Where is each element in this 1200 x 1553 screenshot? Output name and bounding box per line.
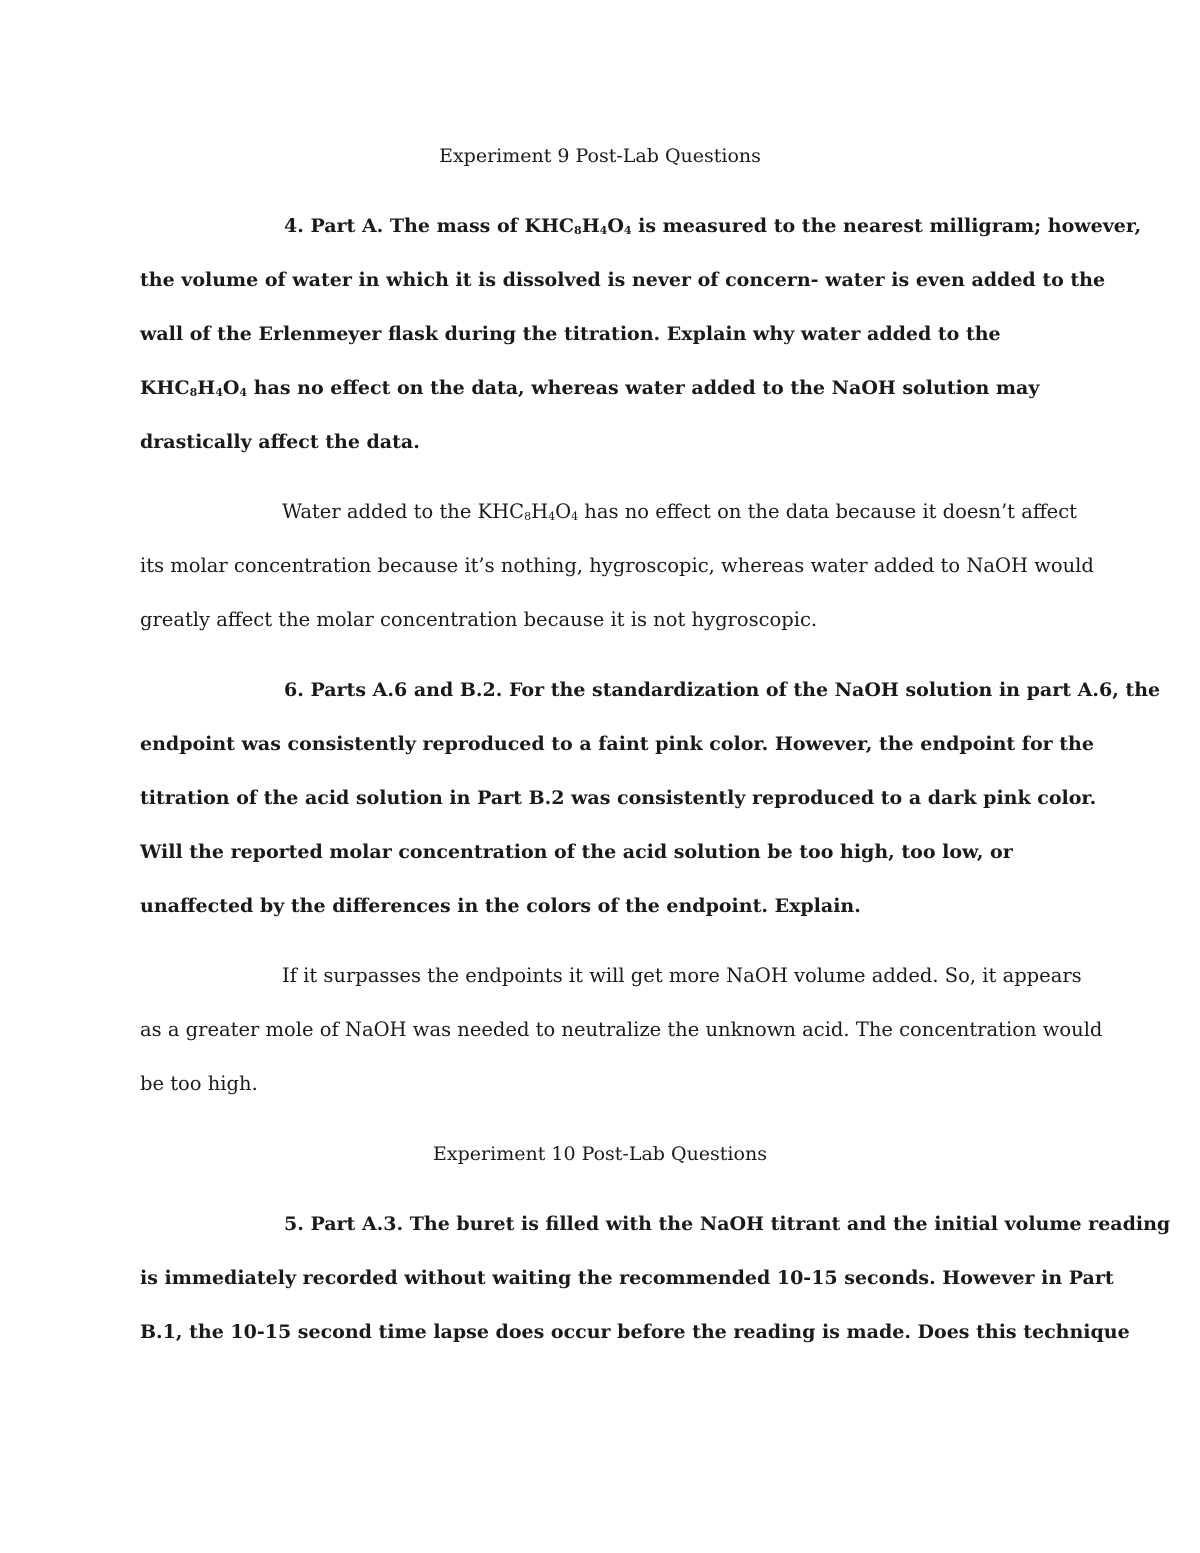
question-5-line-3: B.1, the 10-15 second time lapse does occur before the reading is made. Does this technique — [140, 1321, 1130, 1343]
answer-4-line-1: Water added to the $KHC_8H_4O_4$ has no effect on the data because it doesn’t affect — [282, 500, 1077, 523]
question-6-line-5: unaffected by the differences in the colors of the endpoint. Explain. — [140, 895, 861, 917]
question-5-line-2: is immediately recorded without waiting the recommended 10-15 seconds. However in Part — [140, 1267, 1114, 1289]
question-6-line-3: titration of the acid solution in Part B.2 was consistently reproduced to a dark pink color. — [140, 787, 1097, 809]
question-4-line-4: $KHC_8H_4O_4$ has no effect on the data, whereas water added to the NaOH solution may — [140, 377, 1040, 399]
question-5-line-1: 5. Part A.3. The buret is filled with the NaOH titrant and the initial volume reading — [284, 1213, 1171, 1235]
answer-6-line-1: If it surpasses the endpoints it will get more NaOH volume added. So, it appears — [282, 964, 1082, 987]
answer-6-line-2: as a greater mole of NaOH was needed to neutralize the unknown acid. The concentration would — [140, 1018, 1103, 1041]
question-6-line-2: endpoint was consistently reproduced to a faint pink color. However, the endpoint for the — [140, 733, 1094, 755]
answer-4-line-2: its molar concentration because it’s nothing, hygroscopic, whereas water added to NaOH would — [140, 554, 1094, 577]
experiment-10-title: Experiment 10 Post-Lab Questions — [433, 1143, 767, 1165]
question-4-line-3: wall of the Erlenmeyer flask during the titration. Explain why water added to the — [140, 323, 1001, 345]
question-4-line-5: drastically affect the data. — [140, 431, 420, 453]
question-4-line-2: the volume of water in which it is dissolved is never of concern- water is even added to the — [140, 269, 1106, 291]
question-6-line-4: Will the reported molar concentration of the acid solution be too high, too low, or — [140, 841, 1013, 863]
answer-6-line-3: be too high. — [140, 1072, 258, 1095]
question-6-line-1: 6. Parts A.6 and B.2. For the standardization of the NaOH solution in part A.6, the — [284, 679, 1161, 701]
answer-4-line-3: greatly affect the molar concentration because it is not hygroscopic. — [140, 608, 818, 631]
question-4-line-1: 4. Part A. The mass of $KHC_8H_4O_4$ is measured to the nearest milligram; however, — [284, 215, 1142, 237]
experiment-9-title: Experiment 9 Post-Lab Questions — [439, 145, 761, 167]
